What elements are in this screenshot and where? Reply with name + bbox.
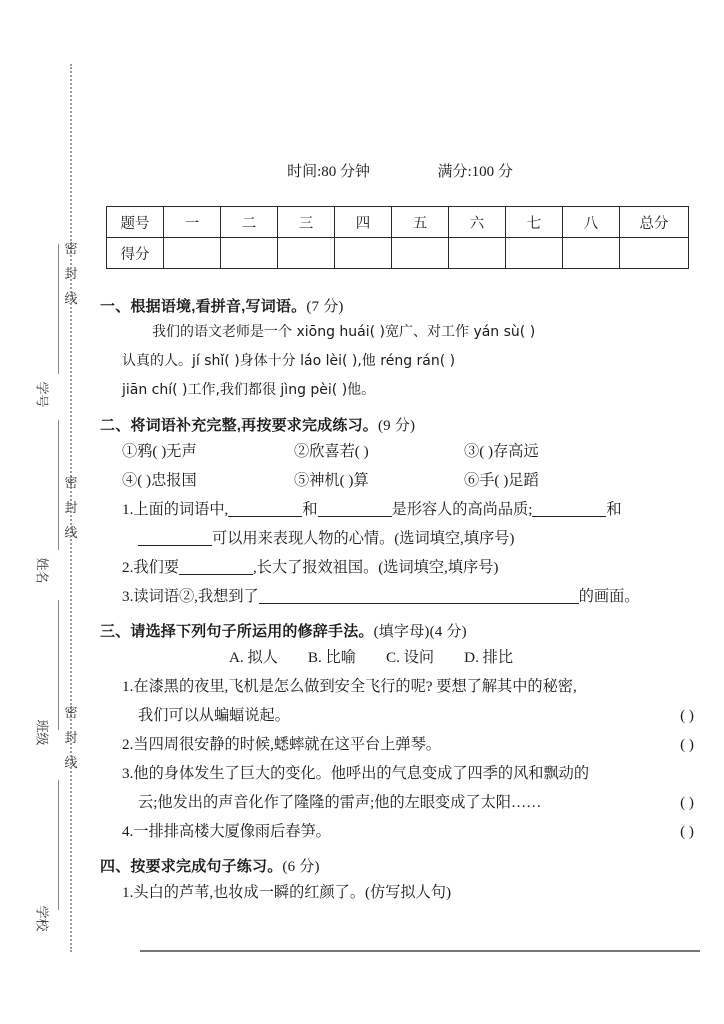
q-text-cont: 云;他发出的声音化作了隆隆的雷声;他的左眼变成了太阳…… bbox=[138, 794, 542, 811]
q-text: 一排排高楼大厦像雨后春笋。 bbox=[133, 823, 331, 840]
q-number: 4. bbox=[122, 823, 134, 840]
row-header-score: 得分 bbox=[107, 238, 164, 269]
answer-write-line[interactable] bbox=[140, 950, 700, 952]
q-text-part3: 是形容人的高尚品质; bbox=[391, 501, 533, 518]
answer-bracket-4[interactable]: ( ) bbox=[680, 823, 694, 840]
option-d[interactable]: D. 排比 bbox=[464, 649, 514, 666]
section-2-question-3 bbox=[100, 582, 712, 611]
field-rule bbox=[58, 600, 59, 730]
answer-blank[interactable] bbox=[179, 574, 253, 575]
col-header-7: 七 bbox=[506, 207, 563, 238]
score-cell-7[interactable] bbox=[506, 238, 563, 269]
exam-meta bbox=[100, 160, 700, 181]
field-label-student-id: 学号 bbox=[34, 381, 50, 408]
answer-bracket-3[interactable]: ( ) bbox=[680, 794, 694, 811]
score-table bbox=[106, 206, 689, 269]
idiom-row-2 bbox=[100, 466, 712, 495]
col-header-5: 五 bbox=[392, 207, 449, 238]
seal-char: 封 bbox=[64, 266, 78, 281]
q-number: 1. bbox=[122, 678, 134, 695]
idiom-item-6: ⑥手( )足蹈 bbox=[464, 472, 539, 489]
section-3-item-1-line-1 bbox=[100, 672, 712, 701]
q-hint: (选词填空,填序号) bbox=[378, 559, 499, 576]
section-heading-1 bbox=[100, 295, 712, 316]
q-text-part1: 读词语②,我想到了 bbox=[133, 588, 259, 605]
idiom-row-1 bbox=[100, 437, 712, 466]
seal-char: 封 bbox=[64, 730, 78, 745]
section-3-item-2 bbox=[100, 730, 712, 759]
field-rule bbox=[58, 780, 59, 910]
section-1-line-2: 认真的人。jí shǐ( )身体十分 láo lèi( ),他 réng rán( ) bbox=[122, 353, 456, 369]
score-cell-6[interactable] bbox=[449, 238, 506, 269]
seal-text-1 bbox=[58, 236, 84, 311]
col-header-total: 总分 bbox=[620, 207, 689, 238]
section-3-options bbox=[100, 643, 712, 672]
score-cell-2[interactable] bbox=[221, 238, 278, 269]
field-rule bbox=[58, 244, 59, 374]
section-1-line-1: 我们的语文老师是一个 xiōng huái( )宽广、对工作 yán sù( ) bbox=[152, 324, 536, 340]
section-2-question-1-line-1 bbox=[100, 495, 712, 524]
idiom-item-5: ⑤神机( )算 bbox=[294, 472, 369, 489]
field-label-name: 姓名 bbox=[34, 557, 50, 584]
q-text-part5: 可以用来表现人物的心情。 bbox=[212, 530, 395, 547]
answer-blank[interactable] bbox=[138, 545, 212, 546]
table-row-scores bbox=[107, 238, 689, 269]
q-hint: (仿写拟人句) bbox=[365, 884, 452, 901]
idiom-item-3: ③( )存高远 bbox=[464, 443, 539, 460]
option-c[interactable]: C. 设问 bbox=[386, 649, 435, 666]
section-2-question-2 bbox=[100, 553, 712, 582]
section-3-item-3-line-2 bbox=[100, 788, 712, 817]
answer-blank[interactable] bbox=[532, 516, 606, 517]
q-number: 3. bbox=[122, 765, 134, 782]
q-text-part4: 和 bbox=[606, 501, 622, 518]
col-header-4: 四 bbox=[335, 207, 392, 238]
section-points-4: (6 分) bbox=[282, 859, 320, 875]
idiom-item-2: ②欣喜若( ) bbox=[294, 443, 369, 460]
score-cell-5[interactable] bbox=[392, 238, 449, 269]
section-heading-2 bbox=[100, 414, 712, 435]
answer-bracket-2[interactable]: ( ) bbox=[680, 736, 694, 753]
q-hint: (选词填空,填序号) bbox=[394, 530, 515, 547]
q-text: 当四周很安静的时候,蟋蟀就在这平台上弹琴。 bbox=[133, 736, 441, 753]
option-b[interactable]: B. 比喻 bbox=[307, 649, 356, 666]
q-text-part2: 的画面。 bbox=[578, 588, 640, 605]
score-cell-total[interactable] bbox=[620, 238, 689, 269]
col-header-1: 一 bbox=[164, 207, 221, 238]
total-score-label: 满分:100 分 bbox=[437, 164, 513, 180]
q-text-part1: 我们要 bbox=[133, 559, 179, 576]
section-3-item-1-line-2 bbox=[100, 701, 712, 730]
section-3-item-3-line-1 bbox=[100, 759, 712, 788]
score-cell-1[interactable] bbox=[164, 238, 221, 269]
section-heading-4 bbox=[100, 855, 712, 876]
seal-char: 线 bbox=[64, 525, 78, 540]
row-header-question-no: 题号 bbox=[107, 207, 164, 238]
q-text: 在漆黑的夜里,飞机是怎么做到安全飞行的呢? 要想了解其中的秘密, bbox=[133, 678, 577, 695]
q-number: 1. bbox=[122, 501, 134, 518]
seal-text-2 bbox=[58, 470, 84, 545]
section-title-text-4: 四、按要求完成句子练习。 bbox=[100, 858, 283, 875]
field-label-class: 班级 bbox=[34, 719, 50, 746]
idiom-item-4: ④( )忠报国 bbox=[122, 472, 197, 489]
section-heading-3 bbox=[100, 620, 712, 641]
table-row-question-numbers bbox=[107, 207, 689, 238]
col-header-8: 八 bbox=[563, 207, 620, 238]
seal-margin bbox=[0, 0, 100, 1024]
question-body bbox=[100, 286, 712, 907]
col-header-3: 三 bbox=[278, 207, 335, 238]
q-text-part1: 上面的词语中, bbox=[133, 501, 229, 518]
seal-char: 密 bbox=[64, 705, 78, 720]
answer-bracket-1[interactable]: ( ) bbox=[680, 707, 694, 724]
col-header-2: 二 bbox=[221, 207, 278, 238]
section-4-item-1 bbox=[100, 878, 712, 907]
option-a[interactable]: A. 拟人 bbox=[228, 649, 278, 666]
q-text: 他的身体发生了巨大的变化。他呼出的气息变成了四季的风和飘动的 bbox=[133, 765, 590, 782]
score-cell-4[interactable] bbox=[335, 238, 392, 269]
q-number: 3. bbox=[122, 588, 134, 605]
q-number: 2. bbox=[122, 736, 134, 753]
section-1-line-3: jiān chí( )工作,我们都很 jìng pèi( )他。 bbox=[122, 382, 376, 398]
section-points-3: (填字母)(4 分) bbox=[373, 624, 467, 640]
seal-char: 线 bbox=[64, 291, 78, 306]
field-rule bbox=[58, 420, 59, 550]
seal-char: 密 bbox=[64, 241, 78, 256]
section-title-text-1: 一、根据语境,看拼音,写词语。 bbox=[100, 298, 307, 315]
answer-blank[interactable] bbox=[228, 516, 302, 517]
time-limit-label: 时间:80 分钟 bbox=[287, 164, 370, 180]
seal-char: 封 bbox=[64, 500, 78, 515]
section-points-2: (9 分) bbox=[377, 418, 416, 434]
section-points-1: (7 分) bbox=[306, 299, 344, 315]
q-text-part2: 和 bbox=[302, 501, 318, 518]
seal-text-3 bbox=[58, 700, 84, 775]
idiom-item-1: ①鸦( )无声 bbox=[122, 443, 197, 460]
q-text: 头白的芦苇,也妆成一瞬的红颜了。 bbox=[133, 884, 365, 901]
answer-blank-long[interactable] bbox=[259, 603, 579, 604]
q-text-part2: ,长大了报效祖国。 bbox=[252, 559, 379, 576]
seal-char: 密 bbox=[64, 475, 78, 490]
field-label-school: 学校 bbox=[34, 905, 50, 932]
section-2-question-1-line-2 bbox=[100, 524, 712, 553]
score-cell-3[interactable] bbox=[278, 238, 335, 269]
seal-char: 线 bbox=[64, 755, 78, 770]
section-3-item-4 bbox=[100, 817, 712, 846]
section-title-text-2: 二、将词语补充完整,再按要求完成练习。 bbox=[100, 417, 378, 434]
q-number: 2. bbox=[122, 559, 134, 576]
exam-sheet bbox=[100, 0, 724, 1024]
q-text-cont: 我们可以从蝙蝠说起。 bbox=[138, 707, 290, 724]
q-number: 1. bbox=[122, 884, 134, 901]
section-title-text-3: 三、请选择下列句子所运用的修辞手法。 bbox=[100, 623, 374, 640]
answer-blank[interactable] bbox=[318, 516, 392, 517]
score-cell-8[interactable] bbox=[563, 238, 620, 269]
col-header-6: 六 bbox=[449, 207, 506, 238]
